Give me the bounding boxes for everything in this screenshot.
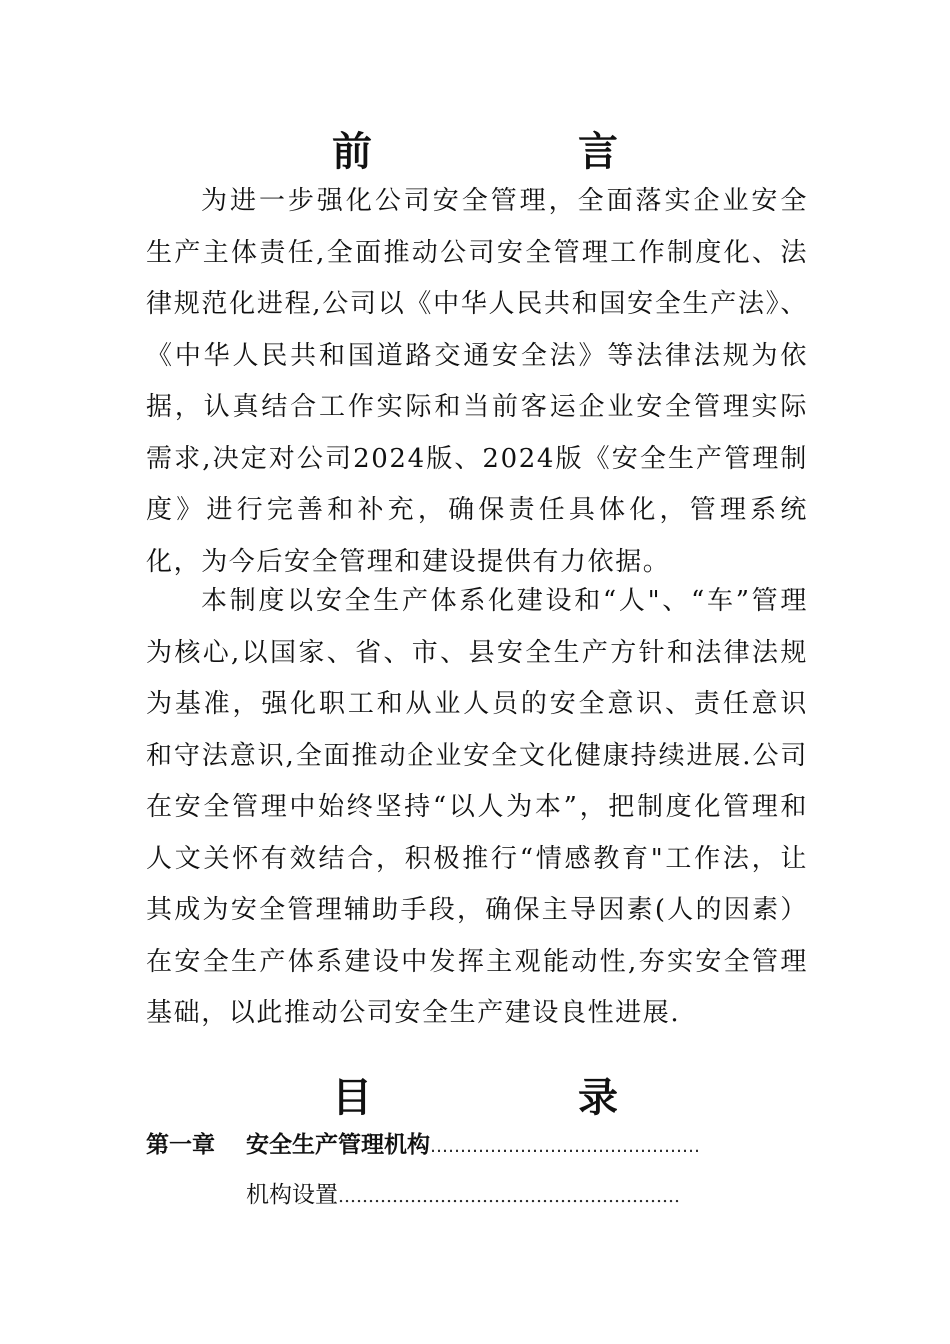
toc-chapter-number: 第一章 xyxy=(146,1132,215,1158)
preface-paragraph-1: 为进一步强化公司安全管理，全面落实企业安全生产主体责任,全面推动公司安全管理工作制度化、法律规范化进程,公司以《中华人民共和国安全生产法》、《中华人民共和国道路交通安全法》等法律法规为依据，认真结合工作实际和当前客运企业安全管理实际需求,决定对公司2024版、2024版《安全生产管理制度》进行完善和补充，确保责任具体化，管理系统化，为今后安全管理和建设提供有力依据。 xyxy=(146,186,808,577)
toc-dot-leader: ……………………………………… xyxy=(430,1136,700,1157)
toc-chapter-entry[interactable] xyxy=(146,1130,700,1162)
toc-section-entry[interactable] xyxy=(246,1180,680,1212)
preface-paragraph-2: 本制度以安全生产体系化建设和“人"、“车”管理为核心,以国家、省、市、县安全生产方针和法律法规为基准，强化职工和从业人员的安全意识、责任意识和守法意识,全面推动企业安全文化健康持续进展.公司在安全管理中始终坚持“以人为本”，把制度化管理和人文关怀有效结合，积极推行“情感教育"工作法，让其成为安全管理辅助手段，确保主导因素(人的因素）在安全生产体系建设中发挥主观能动性,夯实安全管理基础，以此推动公司安全生产建设良性进展. xyxy=(146,586,808,1028)
toc-chapter-title: 安全生产管理机构 xyxy=(246,1132,430,1158)
toc-section-title: 机构设置 xyxy=(246,1182,338,1208)
preface-paragraph-2-block xyxy=(146,576,808,1040)
toc-heading: 目 录 xyxy=(332,1075,714,1121)
preface-heading: 前 言 xyxy=(332,129,714,175)
preface-paragraph-1-block xyxy=(146,176,808,588)
toc-dot-leader: ………………………………………………… xyxy=(338,1186,680,1207)
